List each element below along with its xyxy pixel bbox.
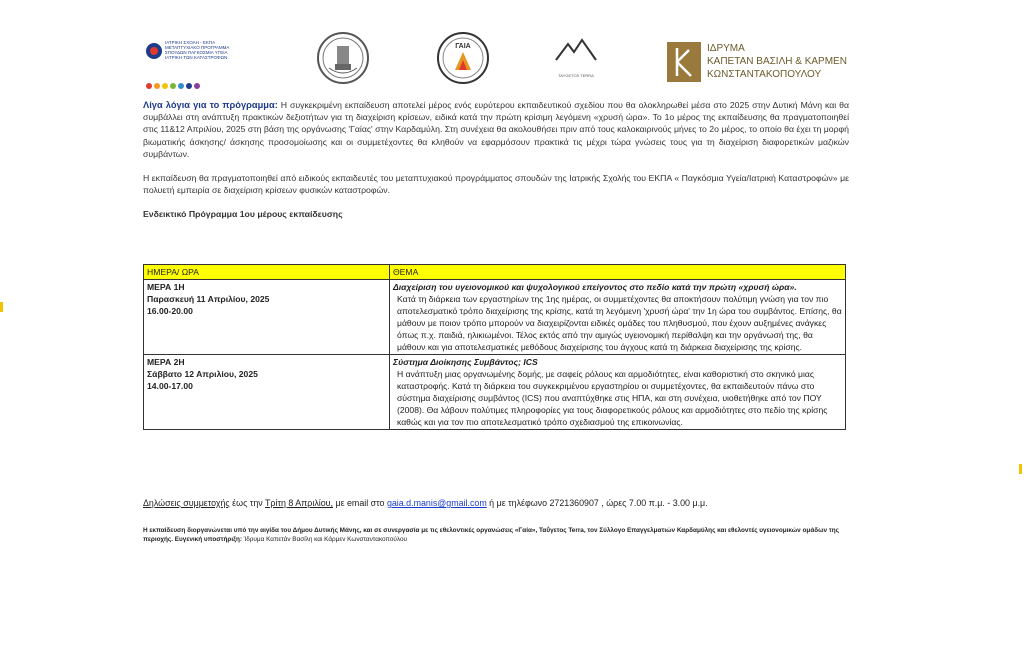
day-time: 14.00-17.00 xyxy=(147,381,193,391)
ekpa-emblem-icon xyxy=(145,42,163,60)
day-cell xyxy=(144,355,390,430)
day-label: ΜΕΡΑ 1Η xyxy=(147,282,185,292)
subject-title: Σύστημα Διοίκησης Συμβάντος; ICS xyxy=(393,357,538,367)
subject-text: Η ανάπτυξη μιας οργανωμένης δομής, με σαφείς ρόλους και αρμοδιότητες, είναι καθοριστική στο σκηνικό μιας καταστροφής. Κατά τη διάρκεια του συγκεκριμένου εργαστηρίου οι συμμετέχοντες, θα εκπαιδευτούν πάνω στο σύστημα διαχείρισης συμβάντος (ICS) που αναπτύχθηκε στις ΗΠΑ, και στη συνέχεια, υιοθετήθηκε από τον ΠΟΥ (2008). Θα λάβουν πολύτιμες πληροφορίες για τους διαφορετικούς ρόλους και αρμοδιότητες στο πεδίο της κρίσης καθώς και για τον πιο αποτελεσματικό τρόπο σχεδιασμού της επικοινωνίας. xyxy=(397,369,828,427)
ekpa-color-dots xyxy=(146,76,202,94)
intro-text-1: Η συγκεκριμένη εκπαίδευση αποτελεί μέρος ενός ευρύτερου εκπαιδευτικού σχεδίου που θα ολοκληρωθεί μέσα στο 2025 στην Δυτική Μάνη και θα συμβάλλει στη ανάπτυξη πρακτικών δεξιοτήτων για τη διαχείριση κρίσεων, ειδικά κατά την πρώτη κρίσιμη λεγόμενη «χρυσή ώρα». Το 1ο μέρος της εκπαίδευσης θα πραγματοποιηθεί στις 11&12 Απριλίου, 2025 στη βάση της οργάνωσης 'Γαίας' στην Καρδαμύλη. Στη συνέχεια θα ακολουθήσει πριν από τους καλοκαιρινούς μήνες το 2ο μέρος, το οποίο θα έχει τη μορφή βιωματικής άσκησης/ άσκησης προσομοίωσης και οι συμμετέχοντες θα κληθούν να εφαρμόσουν πρακτικά τις μέχρι τώρα γνώσεις τους για τη διαχείριση διαφορετικών μαζικών συμβάντων. xyxy=(143,100,849,159)
footer-note xyxy=(143,526,853,544)
footer-text: Η εκπαίδευση διοργανώνεται υπό την αιγίδα του Δήμου Δυτικής Μάνης, και σε συνεργασία με τις εθελοντικές οργανώσεις «Γαία», Ταΰγετος Terra, τον Σύλλογο Επαγγελματιών Καρδαμύλης και εθελοντές υγειονομικών ομάδων της περιοχής. Ευγενική υποστήριξη: xyxy=(143,527,839,543)
day-date: Σάββατο 12 Απριλίου, 2025 xyxy=(147,369,258,379)
day-label: ΜΕΡΑ 2Η xyxy=(147,357,185,367)
program-title: Ενδεικτικό Πρόγραμμα 1ου μέρους εκπαίδευσης xyxy=(143,209,343,220)
gaia-emblem-icon xyxy=(439,34,487,82)
footer-sponsor: Ίδρυμα Καπετάν Βασίλη και Κάρμεν Κωνσταντακοπούλου xyxy=(242,536,408,543)
phone-label: ή με τηλέφωνο xyxy=(486,498,550,508)
subject-title: Διαχείριση του υγειονομικού και ψυχολογικού επείγοντος στο πεδίο κατά την πρώτη «χρυσή ώρα». xyxy=(393,282,797,292)
taygetos-terra-text: TAYGETOS TERRA xyxy=(558,73,594,78)
subject-cell xyxy=(390,355,846,430)
foundation-line-1: ΙΔΡΥΜΑ xyxy=(707,43,745,54)
registration-line xyxy=(143,498,863,508)
day-time: 16.00-20.00 xyxy=(147,306,193,316)
foundation-name xyxy=(707,42,847,81)
gaia-logo-text: ΓΑΙΑ xyxy=(455,43,471,50)
intro-lead: Λίγα λόγια για το πρόγραμμα: xyxy=(143,100,278,110)
day-cell xyxy=(144,280,390,355)
contact-hours: , ώρες 7.00 π.μ. - 3.00 μ.μ. xyxy=(598,498,708,508)
header-day-time: ΗΜΕΡΑ/ ΩΡΑ xyxy=(144,265,390,280)
gaia-logo xyxy=(437,32,489,84)
subject-text: Κατά τη διάρκεια των εργαστηρίων της 1ης ημέρας, οι συμμετέχοντες θα αποκτήσουν πολύτιμη γνώση για τον πιο αποτελεσματικό τρόπο διαχείρισης της κρίσης, κατά τη λεγόμενη 'χρυσή ώρα' την 1η ώρα του συμβάντος. Επίσης, θα μάθουν με ποιον τρόπο μπορούν να διαχειρίζονται ειδικές ομάδες του πληθυσμού, που έχουν αυξημένες ανάγκες όπως π.χ. παιδιά, ηλικιωμένοι. Τέλος εκτός από την αμιγώς υγειονομική περίθαλψη και την οργάνωσή της, θα μάθουν και για αποτελεσματικές μεθόδους διαχείρισης του άγχους κατά τη διάρκεια διαχείρισης της κρίσης. xyxy=(397,294,842,352)
day-date: Παρασκευή 11 Απριλίου, 2025 xyxy=(147,294,270,304)
mountain-icon xyxy=(552,34,600,64)
table-row xyxy=(144,280,846,355)
logos-row xyxy=(140,30,847,90)
foundation-logo xyxy=(667,42,847,82)
taygetos-terra-logo xyxy=(552,34,600,82)
municipality-seal-icon xyxy=(319,34,367,82)
email-label: με email στο xyxy=(333,498,387,508)
foundation-mark-icon xyxy=(667,42,701,82)
ekpa-logo xyxy=(143,38,235,82)
table-header-row xyxy=(144,265,846,280)
dimos-dytikis-manis-logo xyxy=(317,32,369,84)
subject-cell xyxy=(390,280,846,355)
ekpa-logo-text: ΙΑΤΡΙΚΗ ΣΧΟΛΗ - ΕΚΠΑ ΜΕΤΑΠΤΥΧΙΑΚΟ ΠΡΟΓΡΑΜΜΑ ΣΠΟΥΔΩΝ ΠΑΓΚΟΣΜΙΑ ΥΓΕΙΑ ΙΑΤΡΙΚΗ ΤΩΝ ΚΑΤΑΣΤΡΟΦΩΝ xyxy=(165,40,230,60)
header-subject: ΘΕΜΑ xyxy=(390,265,846,280)
table-row xyxy=(144,355,846,430)
right-edge-marker xyxy=(1019,464,1022,474)
foundation-line-2: ΚΑΠΕΤΑΝ ΒΑΣΙΛΗ & ΚΑΡΜΕΝ xyxy=(707,56,847,67)
email-link[interactable]: gaia.d.manis@gmail.com xyxy=(386,498,487,508)
foundation-line-3: ΚΩΝΣΤΑΝΤΑΚΟΠΟΥΛΟΥ xyxy=(707,69,822,80)
left-edge-marker xyxy=(0,302,3,312)
intro-paragraph-2: Η εκπαίδευση θα πραγματοποιηθεί από ειδικούς εκπαιδευτές του μεταπτυχιακού προγράμματος σπουδών της Ιατρικής Σχολής του ΕΚΠΑ « Παγκόσμια Υγεία/Ιατρική Καταστροφών» με πολυετή εμπειρία σε διαχείριση κρίσεων φυσικών καταστροφών. xyxy=(143,173,849,196)
intro-paragraph-1 xyxy=(143,99,849,160)
program-table xyxy=(143,264,846,430)
registration-until: έως την xyxy=(229,498,265,508)
phone-number[interactable]: 2721360907 xyxy=(549,498,599,508)
registration-prefix: Δηλώσεις συμμετοχής xyxy=(143,498,230,508)
registration-deadline: Τρίτη 8 Απριλίου, xyxy=(265,498,333,508)
intro-section xyxy=(143,99,849,226)
